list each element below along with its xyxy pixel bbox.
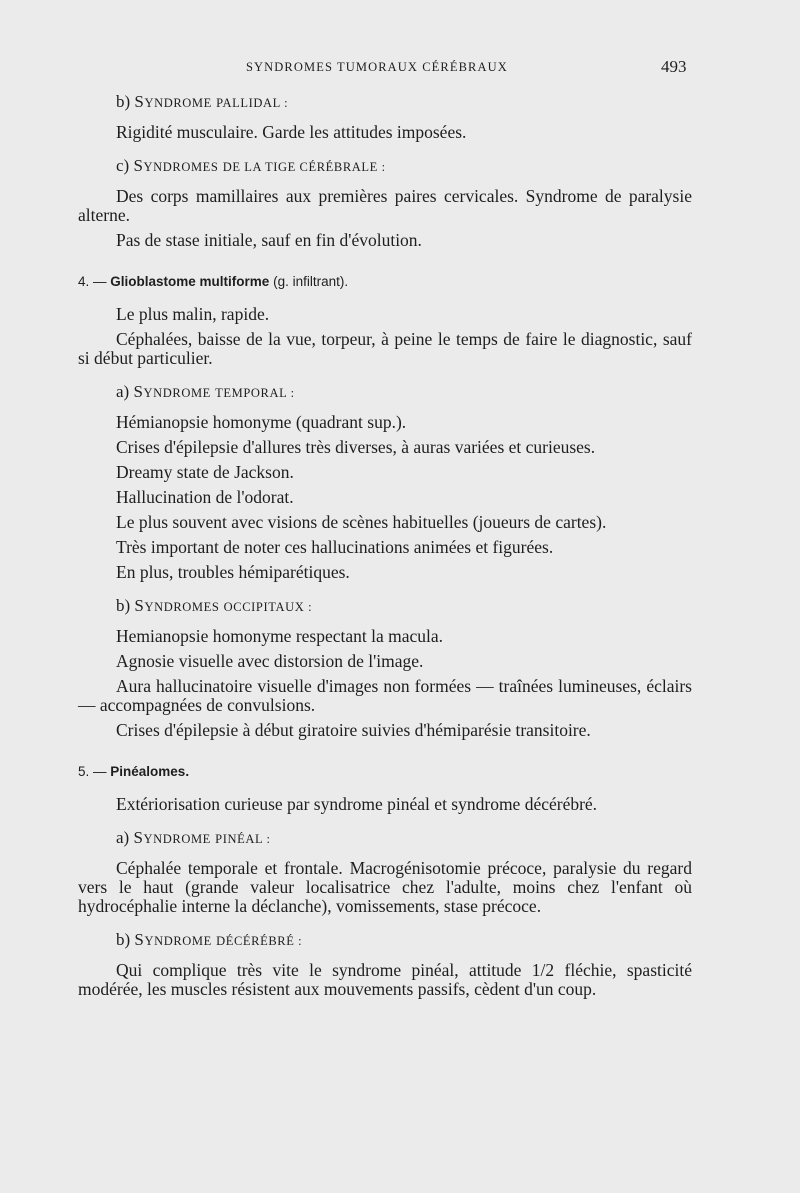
- paragraph: Crises d'épilepsie d'allures très diverses, à auras variées et curieuses.: [116, 437, 596, 457]
- paragraph: Céphalée temporale et frontale. Macrogénisotomie précoce, paralysie du regard vers le haut (grande valeur localisatrice chez l'adulte, moins chez l'enfant où hydrocéphalie interne la déclanche), vomissements, stase précoce.: [78, 858, 692, 916]
- paragraph: Très important de noter ces hallucinations animées et figurées.: [116, 537, 554, 557]
- paragraph: Qui complique très vite le syndrome pinéal, attitude 1/2 fléchie, spasticité modérée, les muscles résistent aux mouvements passifs, cèdent d'un coup.: [78, 960, 692, 999]
- section-heading-5: 5. — Pinéalomes.: [78, 764, 190, 779]
- paragraph: Hemianopsie homonyme respectant la macula.: [116, 626, 444, 646]
- subheading-syndrome-pineal: a) SYNDROME PINÉAL :: [116, 828, 271, 847]
- paragraph: En plus, troubles hémiparétiques.: [116, 562, 350, 582]
- paragraph: Aura hallucinatoire visuelle d'images non formées — traînées lumineuses, éclairs — accompagnées de convulsions.: [78, 676, 692, 715]
- paragraph: Des corps mamillaires aux premières paires cervicales. Syndrome de paralysie alterne.: [78, 186, 692, 225]
- paragraph: Dreamy state de Jackson.: [116, 462, 294, 482]
- paragraph: Extériorisation curieuse par syndrome pinéal et syndrome décérébré.: [116, 794, 598, 814]
- paragraph: Agnosie visuelle avec distorsion de l'image.: [116, 651, 424, 671]
- page-body: [78, 92, 692, 1005]
- paragraph: Rigidité musculaire. Garde les attitudes imposées.: [116, 122, 467, 142]
- page-number: 493: [661, 57, 687, 76]
- paragraph: Céphalées, baisse de la vue, torpeur, à peine le temps de faire le diagnostic, sauf si début particulier.: [78, 329, 692, 368]
- paragraph: Hémianopsie homonyme (quadrant sup.).: [116, 412, 407, 432]
- subheading-syndrome-temporal: a) SYNDROME TEMPORAL :: [116, 382, 295, 401]
- page-header: [0, 57, 800, 82]
- subheading-syndrome-pallidal: b) SYNDROME PALLIDAL :: [116, 92, 289, 111]
- subheading-syndromes-occipitaux: b) SYNDROMES OCCIPITAUX :: [116, 596, 313, 615]
- section-heading-4: 4. — Glioblastome multiforme (g. infiltrant).: [78, 274, 349, 289]
- paragraph: Le plus malin, rapide.: [116, 304, 270, 324]
- subheading-syndromes-tige: c) SYNDROMES DE LA TIGE CÉRÉBRALE :: [116, 156, 386, 175]
- subheading-syndrome-decerebre: b) SYNDROME DÉCÉRÉBRÉ :: [116, 930, 303, 949]
- paragraph: Le plus souvent avec visions de scènes habituelles (joueurs de cartes).: [116, 512, 607, 532]
- running-title: SYNDROMES TUMORAUX CÉRÉBRAUX: [246, 60, 508, 74]
- paragraph: Crises d'épilepsie à début giratoire suivies d'hémiparésie transitoire.: [116, 720, 591, 740]
- paragraph: Hallucination de l'odorat.: [116, 487, 294, 507]
- paragraph: Pas de stase initiale, sauf en fin d'évolution.: [116, 230, 422, 250]
